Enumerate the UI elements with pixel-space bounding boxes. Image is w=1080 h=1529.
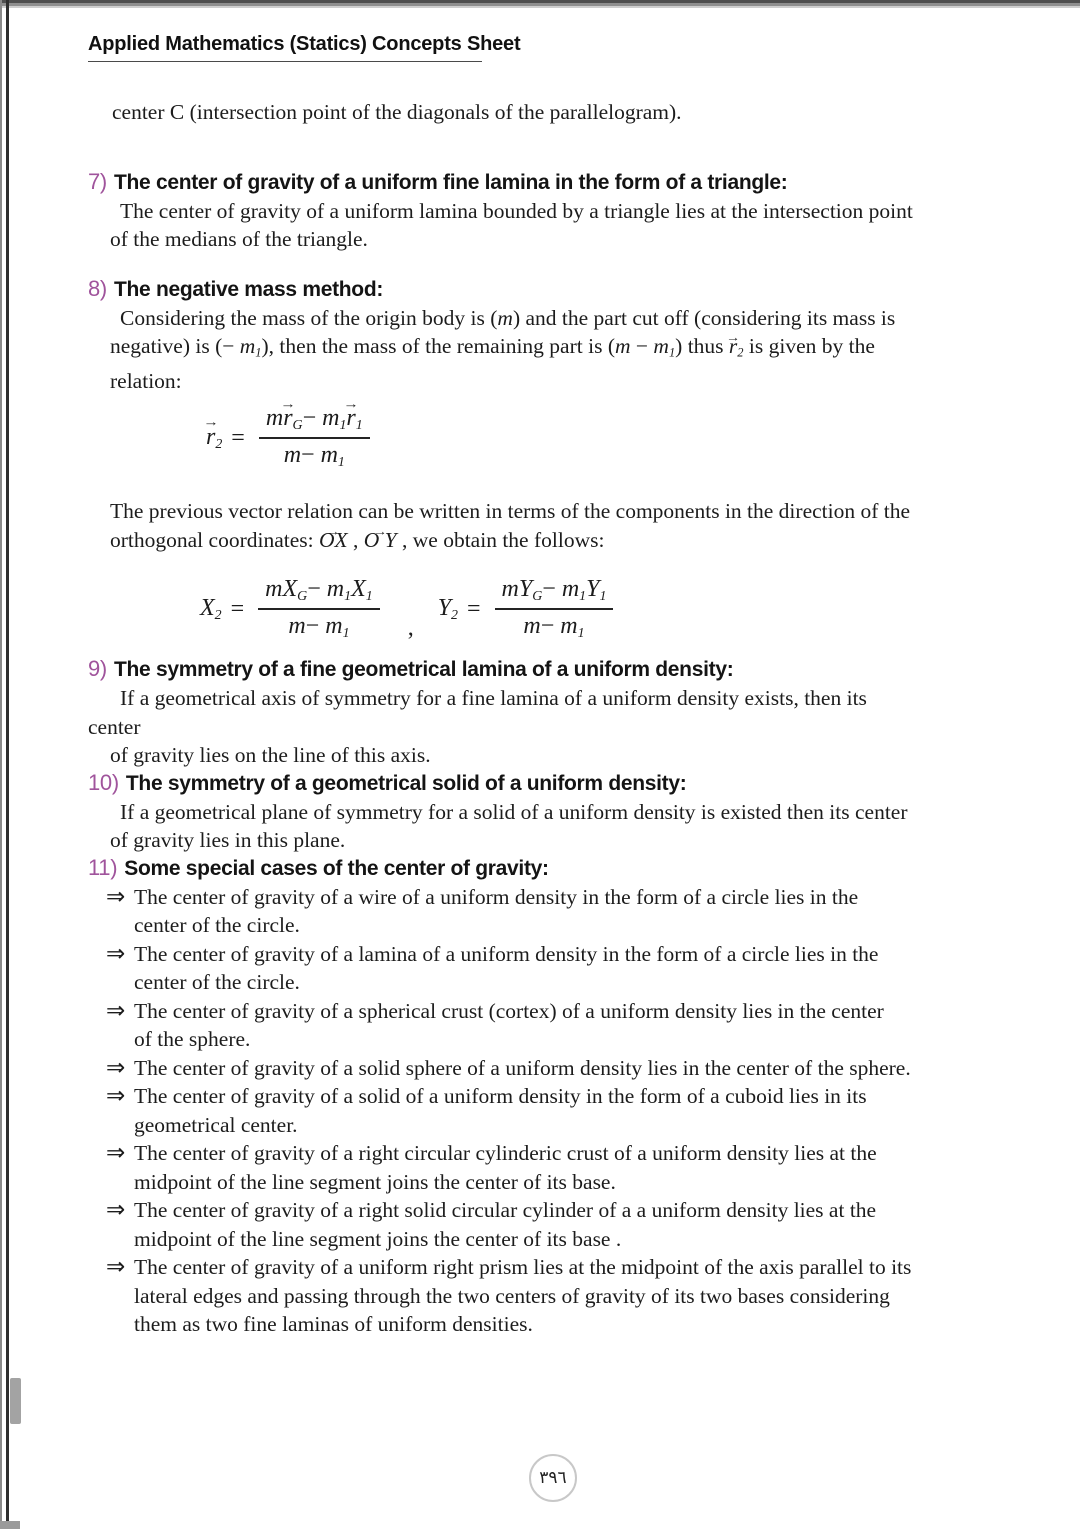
fraction <box>258 576 380 642</box>
denominator <box>523 610 584 642</box>
bullet-text <box>134 883 1020 940</box>
bullet-item <box>106 997 1020 1054</box>
double-arrow-icon: ⇒ <box>106 997 126 1023</box>
double-arrow-icon: ⇒ <box>106 1254 126 1280</box>
intro-line: center C (intersection point of the diagonals of the parallelogram). <box>112 100 682 124</box>
math-token: orthogonal coordinates: <box>110 527 319 552</box>
math-token: m <box>560 613 578 640</box>
bullet-item <box>106 1196 1020 1253</box>
math-token: − <box>302 405 323 432</box>
math-token: 2 <box>451 607 458 623</box>
scan-top-edge <box>0 0 1080 8</box>
section-9-title: The symmetry of a fine geometrical lamina of a uniform density: <box>113 658 734 682</box>
math-token: negative) is (− <box>110 334 240 358</box>
math-token: − <box>305 613 326 640</box>
body-line: midpoint of the line segment joins the center of its base. <box>134 1169 616 1194</box>
math-token: m <box>325 613 343 640</box>
vector-symbol: r → <box>206 424 215 451</box>
math-token: ), then the mass of the remaining part is ( <box>261 334 615 358</box>
double-arrow-icon: ⇒ <box>106 1054 126 1080</box>
bullet-text <box>134 1139 1020 1196</box>
double-arrow-icon: ⇒ <box>106 1083 126 1109</box>
bullet-item <box>106 1253 1020 1339</box>
bullet-item <box>106 1139 1020 1196</box>
body-line: The center of gravity of a solid of a uniform density in the form of a cuboid lies in its <box>134 1084 867 1109</box>
section-10 <box>88 770 1020 855</box>
math-token: m <box>239 334 256 358</box>
body-line <box>110 332 1020 367</box>
body-line: The center of gravity of a solid sphere of a uniform density lies in the center of the sphere. <box>134 1055 911 1080</box>
section-11-title: Some special cases of the center of gravity: <box>124 856 549 880</box>
body-line: If a geometrical plane of symmetry for a solid of a uniform density is existed then its center <box>120 799 908 824</box>
math-token: 2 <box>737 345 744 360</box>
math-token: 1 <box>365 589 373 605</box>
body-line <box>120 304 1020 333</box>
math-token: − <box>301 442 321 469</box>
page-number: ٣٩٦ <box>539 1468 567 1488</box>
body-line: The center of gravity of a wire of a uniform density in the form of a circle lies in the <box>134 884 859 909</box>
math-token: m <box>523 613 541 640</box>
bullet-item <box>106 1054 1020 1083</box>
math-token: G <box>292 418 303 434</box>
bullet-text <box>134 1253 1020 1339</box>
vector-symbol: OX → <box>319 526 348 555</box>
section-9-number: 9) <box>88 656 107 682</box>
math-token: 1 <box>342 626 350 642</box>
body-line: relation: <box>110 368 182 393</box>
math-token: Y <box>586 576 600 603</box>
body-line: The center of gravity of a uniform right prism lies at the midpoint of the axis parallel to its <box>134 1255 912 1280</box>
math-token: m <box>288 613 306 640</box>
body-line: center <box>88 714 141 739</box>
numerator <box>259 405 370 439</box>
body-line <box>110 526 1020 555</box>
double-arrow-icon: ⇒ <box>106 883 126 909</box>
math-token: m <box>283 442 302 469</box>
math-token: − <box>307 576 327 603</box>
bullet-item <box>106 1082 1020 1139</box>
math-token: G <box>297 589 308 605</box>
math-token: , <box>347 527 364 552</box>
vector-symbol: O Y → <box>364 526 397 555</box>
section-7 <box>88 169 1020 254</box>
math-token: − <box>542 576 562 603</box>
math-token: mX <box>265 576 298 603</box>
vector-components-paragraph <box>88 497 1020 642</box>
section-11-number: 11) <box>88 854 118 880</box>
equation-x2-y2 <box>200 576 1020 642</box>
body-line: of gravity lies on the line of this axis. <box>110 743 431 768</box>
section-7-heading <box>88 169 1020 195</box>
section-11-heading <box>88 855 1020 881</box>
math-token: m <box>497 305 513 330</box>
math-token: mY <box>501 576 533 603</box>
section-10-number: 10) <box>88 769 119 795</box>
section-8-title: The negative mass method: <box>113 277 384 301</box>
math-token: − <box>540 613 561 640</box>
section-8 <box>88 276 1020 472</box>
section-7-title: The center of gravity of a uniform fine lamina in the form of a triangle: <box>113 170 788 194</box>
scan-artifact-blob <box>10 1378 21 1424</box>
equation-x2-lhs <box>200 595 222 624</box>
math-token: G <box>532 589 543 605</box>
math-token: m <box>320 442 338 469</box>
body-line: center of the circle. <box>134 913 300 938</box>
scan-bottom-left-artifact <box>0 1521 20 1529</box>
equation-r2 <box>206 405 1020 471</box>
math-token: ) and the part cut off (considering its mass is <box>512 305 896 330</box>
bullet-item <box>106 883 1020 940</box>
math-token: X <box>351 576 366 603</box>
bullet-item <box>106 940 1020 997</box>
math-token: m <box>653 334 669 358</box>
math-token: 1 <box>577 626 585 642</box>
comma-separator: , <box>407 615 414 642</box>
math-token: m <box>561 576 580 603</box>
vector-symbol: r → <box>729 332 737 361</box>
math-token: 2 <box>214 607 222 623</box>
math-token: 1 <box>337 455 345 471</box>
bullet-text <box>134 940 1020 997</box>
equals-sign: = <box>467 595 481 622</box>
sheet-title: Applied Mathematics (Statics) Concepts Sheet <box>88 33 521 55</box>
fraction <box>495 576 614 642</box>
section-10-title: The symmetry of a geometrical solid of a uniform density: <box>125 771 687 795</box>
equation-y2-lhs <box>438 595 458 624</box>
math-token: − <box>630 334 654 358</box>
numerator <box>258 576 380 610</box>
math-token: 1 <box>355 418 363 434</box>
body-line: If a geometrical axis of symmetry for a fine lamina of a uniform density exists, then its <box>120 686 867 711</box>
bullet-text <box>134 997 1020 1054</box>
math-token: m <box>326 576 345 603</box>
bullet-text <box>134 1196 1020 1253</box>
math-token: 1 <box>668 345 676 360</box>
math-token: X <box>200 594 215 621</box>
body-line: lateral edges and passing through the two centers of gravity of its two bases considering <box>134 1283 890 1308</box>
body-line: of the medians of the triangle. <box>110 227 368 251</box>
math-token: is given by the <box>743 334 875 358</box>
math-token: 1 <box>344 589 352 605</box>
math-token: , we obtain the follows: <box>396 527 605 552</box>
math-token: 1 <box>579 589 587 605</box>
page-content <box>0 8 1080 1339</box>
equals-sign: = <box>230 595 245 622</box>
title-underline <box>88 61 482 62</box>
body-line: geometrical center. <box>134 1112 298 1137</box>
body-line: center of the circle. <box>134 970 300 995</box>
body-line: them as two fine laminas of uniform densities. <box>134 1312 533 1337</box>
section-11 <box>88 855 1020 1339</box>
section-7-number: 7) <box>88 168 107 194</box>
bullet-text <box>134 1054 1020 1083</box>
math-token: m <box>614 334 631 358</box>
body-line: of gravity lies in this plane. <box>110 828 346 853</box>
denominator <box>288 610 349 642</box>
body-line: midpoint of the line segment joins the center of its base . <box>134 1226 622 1251</box>
denominator <box>284 439 345 471</box>
body-line: The center of gravity of a spherical crust (cortex) of a uniform density lies in the center <box>134 998 884 1023</box>
math-token: 2 <box>215 436 223 452</box>
double-arrow-icon: ⇒ <box>106 940 126 966</box>
math-token: m <box>265 405 284 432</box>
math-token: 1 <box>599 589 607 605</box>
section-9-heading <box>88 656 1020 682</box>
double-arrow-icon: ⇒ <box>106 1197 126 1223</box>
math-token: m <box>322 405 340 432</box>
double-arrow-icon: ⇒ <box>106 1140 126 1166</box>
fraction <box>259 405 370 471</box>
math-token: ) thus <box>675 334 729 358</box>
numerator <box>495 576 614 610</box>
body-line: The center of gravity of a uniform lamina bounded by a triangle lies at the intersection point <box>120 198 913 223</box>
vector-symbol: r → <box>283 405 292 432</box>
section-10-heading <box>88 770 1020 796</box>
section-9 <box>88 656 1020 770</box>
equation-r2-lhs <box>206 424 222 453</box>
section-8-number: 8) <box>88 275 107 301</box>
equals-sign: = <box>231 424 245 451</box>
math-token: Considering the mass of the origin body is ( <box>120 305 498 330</box>
vector-symbol: r → <box>346 405 355 432</box>
page-number-badge <box>529 1454 577 1502</box>
math-token: 1 <box>255 345 262 360</box>
math-token: Y <box>437 594 452 621</box>
body-line: The previous vector relation can be written in terms of the components in the direction of the <box>110 499 911 524</box>
special-cases-list <box>88 883 1020 1339</box>
math-token: 1 <box>339 418 347 434</box>
section-8-heading <box>88 276 1020 302</box>
body-line: of the sphere. <box>134 1027 251 1052</box>
body-line: The center of gravity of a lamina of a uniform density in the form of a circle lies in the <box>134 941 879 966</box>
bullet-text <box>134 1082 1020 1139</box>
body-line: The center of gravity of a right circular cylinderic crust of a uniform density lies at the <box>134 1141 877 1166</box>
body-line: The center of gravity of a right solid circular cylinder of a a uniform density lies at the <box>134 1198 877 1223</box>
